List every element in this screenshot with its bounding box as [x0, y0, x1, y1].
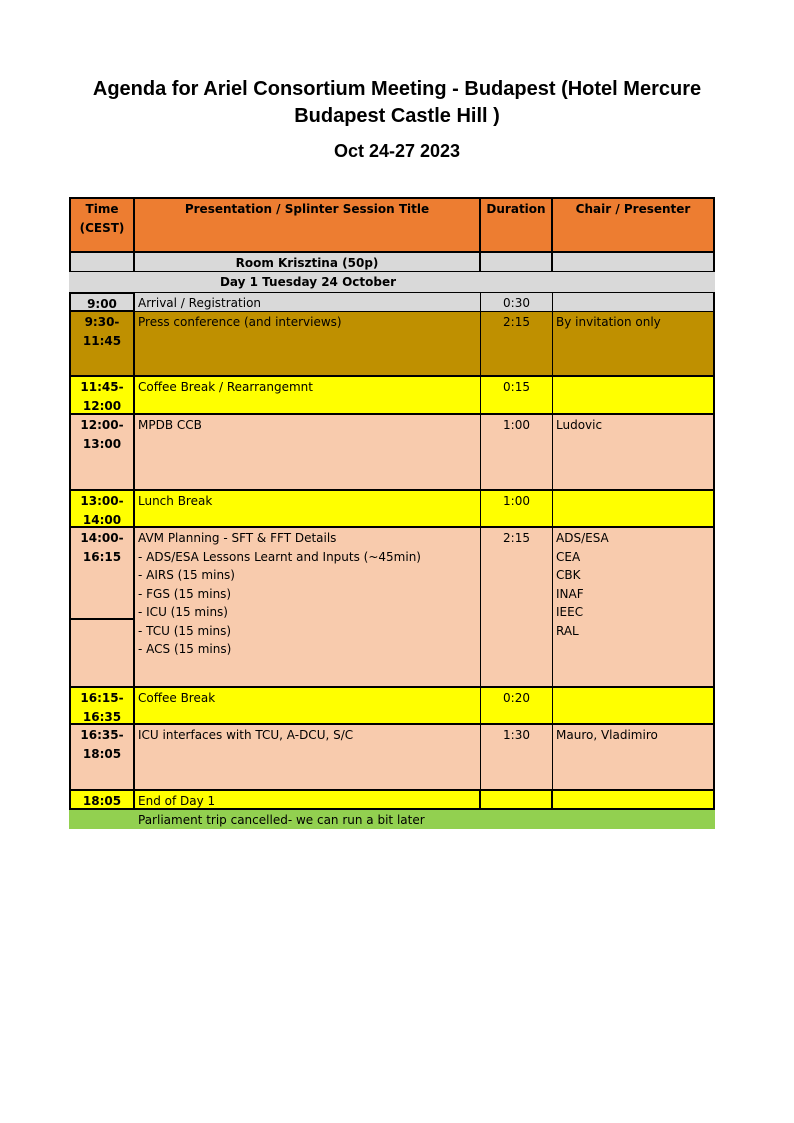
room-row-chair	[553, 253, 715, 272]
room-name: Room Krisztina (50p)	[135, 253, 481, 272]
meeting-dates: Oct 24-27 2023	[333, 141, 461, 161]
time-cell: 9:00	[69, 292, 135, 312]
page-title-continued: Budapest Castle Hill )	[294, 105, 500, 127]
note-row-time	[69, 810, 135, 829]
time-cell: 16:15- 16:35	[69, 688, 135, 725]
time-cell: 18:05	[69, 791, 135, 810]
page-title: Agenda for Ariel Consortium Meeting - Budapest (Hotel Mercure	[92, 78, 702, 100]
duration-cell: 1:00	[481, 415, 553, 491]
chair-cell	[553, 292, 715, 312]
chair-cell: Ludovic	[553, 415, 715, 491]
session-title: MPDB CCB	[135, 415, 481, 491]
duration-cell: 2:15	[481, 312, 553, 377]
time-cell: 16:35- 18:05	[69, 725, 135, 791]
chair-cell	[553, 688, 715, 725]
duration-cell: 0:15	[481, 377, 553, 415]
schedule-note: Parliament trip cancelled- we can run a bit later	[135, 810, 715, 829]
duration-cell: 0:20	[481, 688, 553, 725]
duration-cell: 2:15	[481, 528, 553, 688]
chair-cell: Mauro, Vladimiro	[553, 725, 715, 791]
chair-cell: ADS/ESA CEA CBK INAF IEEC RAL	[553, 528, 715, 688]
chair-cell	[553, 791, 715, 810]
day-row-chair	[553, 272, 715, 292]
session-title: Arrival / Registration	[135, 292, 481, 312]
chair-cell: By invitation only	[553, 312, 715, 377]
day-heading: Day 1 Tuesday 24 October	[135, 272, 481, 292]
session-title: Lunch Break	[135, 491, 481, 528]
chair-cell	[553, 377, 715, 415]
session-title: Press conference (and interviews)	[135, 312, 481, 377]
session-title: ICU interfaces with TCU, A-DCU, S/C	[135, 725, 481, 791]
session-title: Coffee Break	[135, 688, 481, 725]
time-cell: 9:30- 11:45	[69, 312, 135, 377]
chair-cell	[553, 491, 715, 528]
day-row-duration	[481, 272, 553, 292]
duration-cell: 1:00	[481, 491, 553, 528]
time-cell: 13:00- 14:00	[69, 491, 135, 528]
room-row-duration	[481, 253, 553, 272]
duration-cell: 1:30	[481, 725, 553, 791]
session-title: AVM Planning - SFT & FFT Details - ADS/ESA Lessons Learnt and Inputs (~45min) - AIRS (15 mins) - FGS (15 mins) - ICU (15 mins) - TCU (15 mins) - ACS (15 mins)	[135, 528, 481, 688]
duration-cell	[481, 791, 553, 810]
day-row-time	[69, 272, 135, 292]
time-cell-empty	[69, 620, 135, 688]
column-header-title: Presentation / Splinter Session Title	[135, 197, 481, 253]
session-title: Coffee Break / Rearrangemnt	[135, 377, 481, 415]
column-header-time: Time (CEST)	[69, 197, 135, 253]
column-header-chair: Chair / Presenter	[553, 197, 715, 253]
time-cell: 11:45- 12:00	[69, 377, 135, 415]
session-title: End of Day 1	[135, 791, 481, 810]
duration-cell: 0:30	[481, 292, 553, 312]
time-cell: 14:00- 16:15	[69, 528, 135, 620]
room-row-time	[69, 253, 135, 272]
column-header-duration: Duration	[481, 197, 553, 253]
time-cell: 12:00- 13:00	[69, 415, 135, 491]
